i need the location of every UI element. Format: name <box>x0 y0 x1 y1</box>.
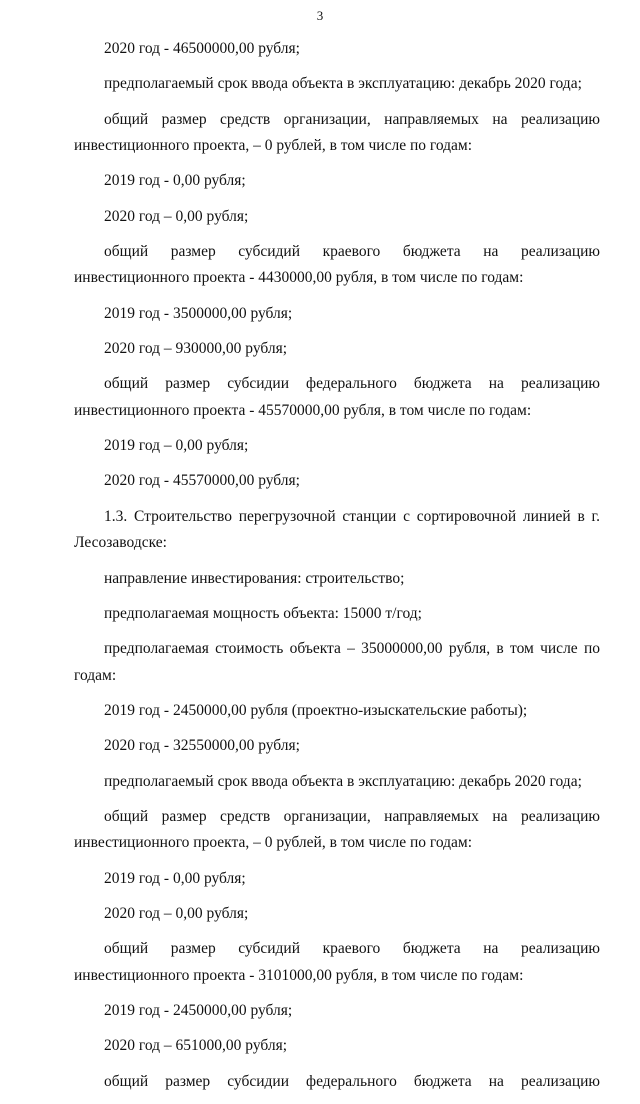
section-heading: 1.3. Строительство перегрузочной станции с сортировочной линией в г. Лесозаводске: <box>74 507 600 552</box>
page-number: 3 <box>316 8 324 23</box>
paragraph: предполагаемый срок ввода объекта в эксплуатацию: декабрь 2020 года; <box>104 772 582 790</box>
paragraph: 2020 год – 0,00 рубля; <box>104 207 249 225</box>
paragraph: 2019 год - 0,00 рубля; <box>104 172 246 190</box>
paragraph: 2019 год - 0,00 рубля; <box>104 869 246 887</box>
paragraph: общий размер субсидии федерального бюджета на реализацию <box>104 1072 600 1090</box>
paragraph: общий размер средств организации, направляемых на реализацию инвестиционного проекта, – 0 рублей, в том числе по годам: <box>74 110 600 155</box>
paragraph: 2020 год – 0,00 рубля; <box>104 904 249 922</box>
paragraph: 2019 год - 2450000,00 рубля; <box>104 1002 293 1020</box>
paragraph: общий размер средств организации, направляемых на реализацию инвестиционного проекта, – 0 рублей, в том числе по годам: <box>74 807 600 852</box>
paragraph: предполагаемая мощность объекта: 15000 т/год; <box>104 604 422 622</box>
paragraph: 2020 год - 45570000,00 рубля; <box>104 472 300 490</box>
paragraph: предполагаемая стоимость объекта – 35000000,00 рубля, в том числе по годам: <box>74 640 600 684</box>
paragraph: 2020 год – 651000,00 рубля; <box>104 1037 288 1055</box>
paragraph: 2019 год – 0,00 рубля; <box>104 437 249 455</box>
paragraph: направление инвестирования: строительство; <box>104 569 405 587</box>
paragraph: 2020 год - 46500000,00 рубля; <box>104 40 300 57</box>
paragraph: общий размер субсидий краевого бюджета на реализацию инвестиционного проекта - 4430000,00 рубля, в том числе по годам: <box>74 242 600 287</box>
paragraph: общий размер субсидии федерального бюджета на реализацию инвестиционного проекта - 45570000,00 рубля, в том числе по годам: <box>74 375 600 419</box>
document-body <box>74 36 600 1104</box>
paragraph: 2019 год - 2450000,00 рубля (проектно-изыскательские работы); <box>104 701 528 719</box>
paragraph: 2020 год – 930000,00 рубля; <box>104 340 288 358</box>
paragraph: 2019 год - 3500000,00 рубля; <box>104 304 293 322</box>
paragraph: общий размер субсидий краевого бюджета на реализацию инвестиционного проекта - 3101000,00 рубля, в том числе по годам: <box>74 940 600 984</box>
paragraph: предполагаемый срок ввода объекта в эксплуатацию: декабрь 2020 года; <box>104 75 582 93</box>
paragraph: 2020 год - 32550000,00 рубля; <box>104 737 300 755</box>
